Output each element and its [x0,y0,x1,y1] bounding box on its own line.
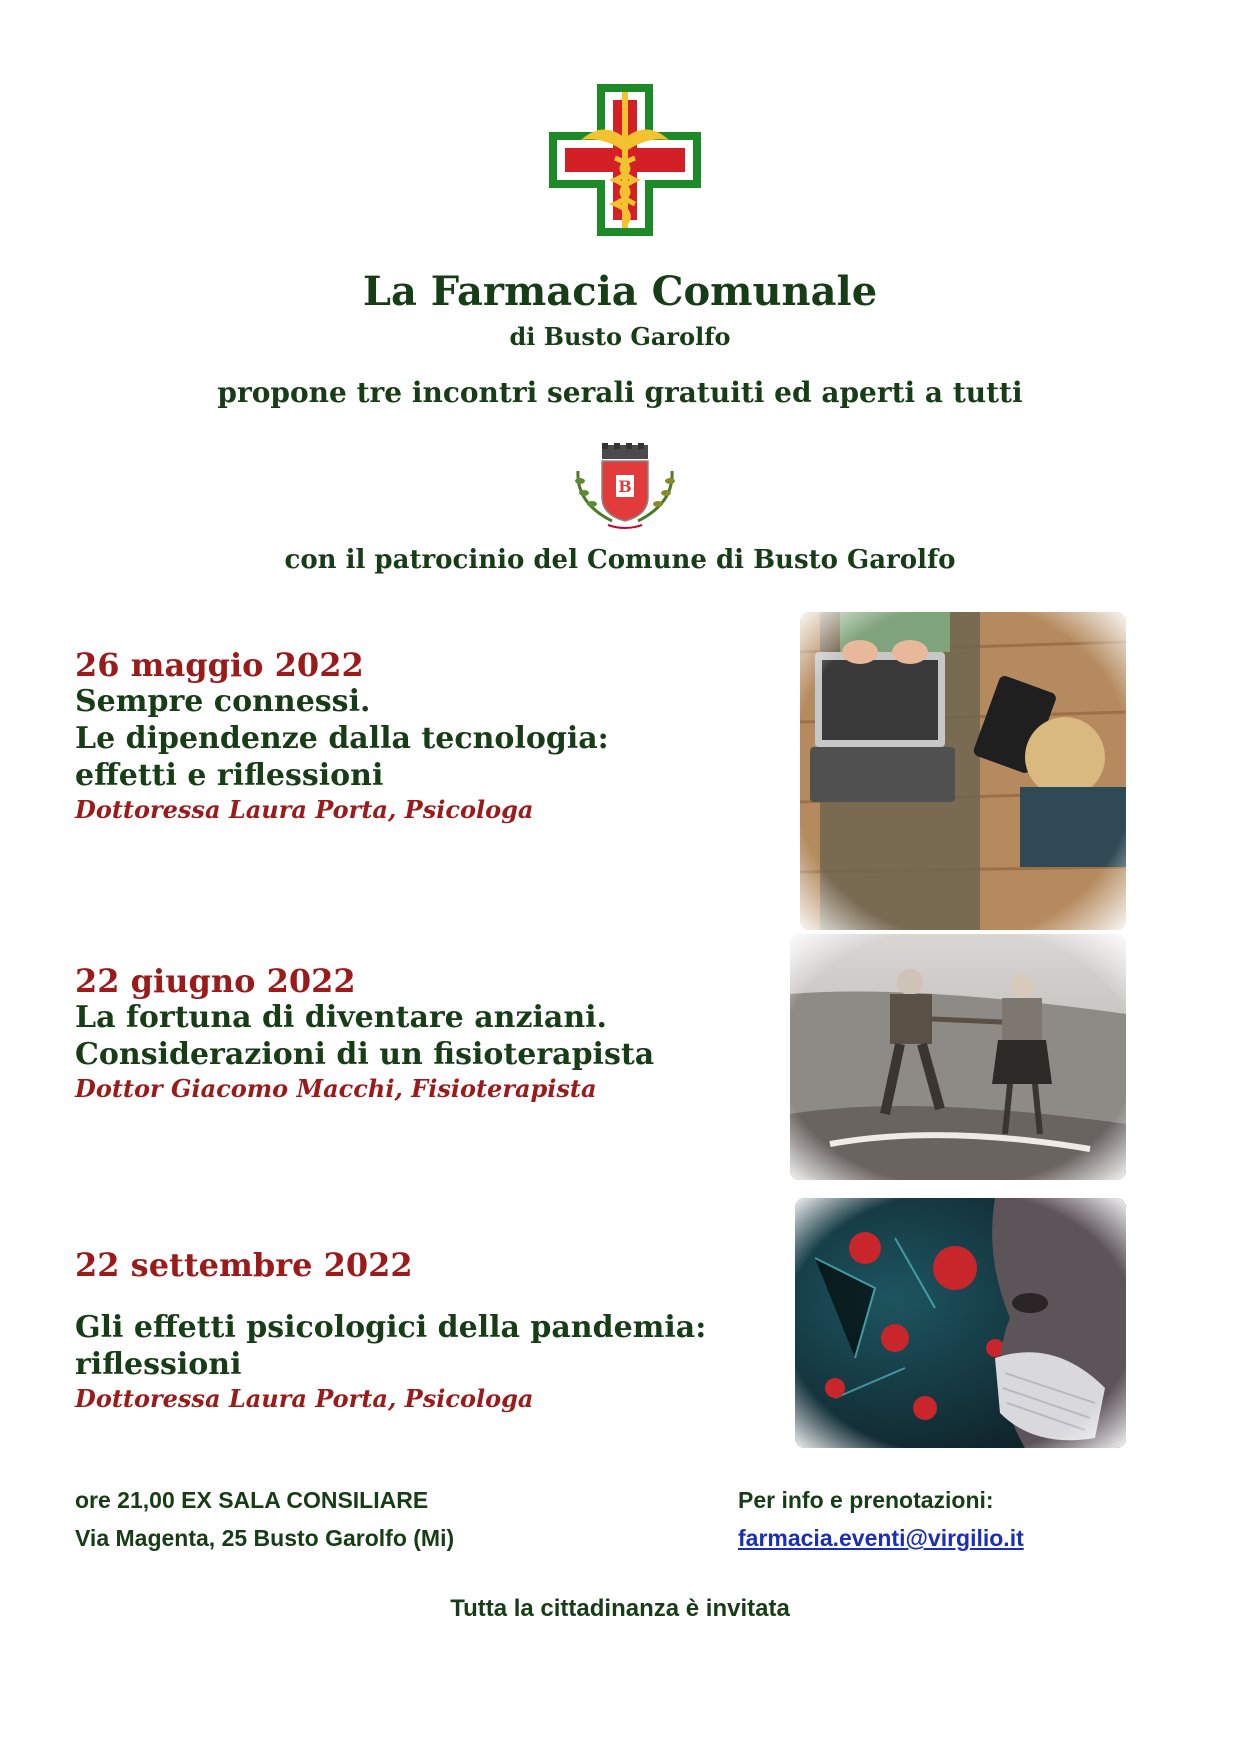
contact-label: Per info e prenotazioni: [738,1487,994,1513]
pandemic-photo [795,1198,1126,1448]
pharmacy-cross-caduceus-icon [545,80,705,240]
address: Via Magenta, 25 Busto Garolfo (Mi) [75,1525,455,1551]
event-3 [75,1247,775,1415]
event-1 [75,647,775,826]
time-place: ore 21,00 EX SALA CONSILIARE [75,1487,429,1513]
email-link[interactable]: farmacia.eventi@virgilio.it [738,1525,1024,1551]
event-2 [75,963,775,1105]
event-title-line: Sempre connessi. [75,684,371,719]
venue-info [75,1481,454,1557]
technology-photo [800,612,1126,930]
event-title-line: La fortuna di diventare anziani. [75,1000,607,1035]
event-speaker: Dottoressa Laura Porta, Psicologa [75,795,534,824]
page-subtitle: di Busto Garolfo [509,322,731,351]
elderly-couple-photo [790,934,1126,1180]
event-title-line: riflessioni [75,1347,242,1382]
crest-letter: B [618,477,632,496]
footer-invitation: Tutta la cittadinanza è invitata [450,1595,790,1622]
event-speaker: Dottoressa Laura Porta, Psicologa [75,1384,534,1413]
pharmacy-logo [545,80,705,240]
municipal-crest-icon [568,441,682,533]
event-date: 22 giugno 2022 [75,962,356,1000]
tagline: propone tre incontri serali gratuiti ed aperti a tutti [217,376,1023,409]
page-title: La Farmacia Comunale [362,268,878,315]
event-date: 22 settembre 2022 [75,1246,413,1284]
event-title-line: effetti e riflessioni [75,758,384,793]
contact-info [738,1481,1024,1557]
event-title-line: Considerazioni di un fisioterapista [75,1037,655,1072]
event-title-line: Gli effetti psicologici della pandemia: [75,1310,707,1345]
patronage-text: con il patrocinio del Comune di Busto Garolfo [284,545,956,575]
municipal-crest [568,441,682,533]
event-date: 26 maggio 2022 [75,646,364,684]
event-title-line: Le dipendenze dalla tecnologia: [75,721,609,756]
event-speaker: Dottor Giacomo Macchi, Fisioterapista [75,1074,597,1103]
